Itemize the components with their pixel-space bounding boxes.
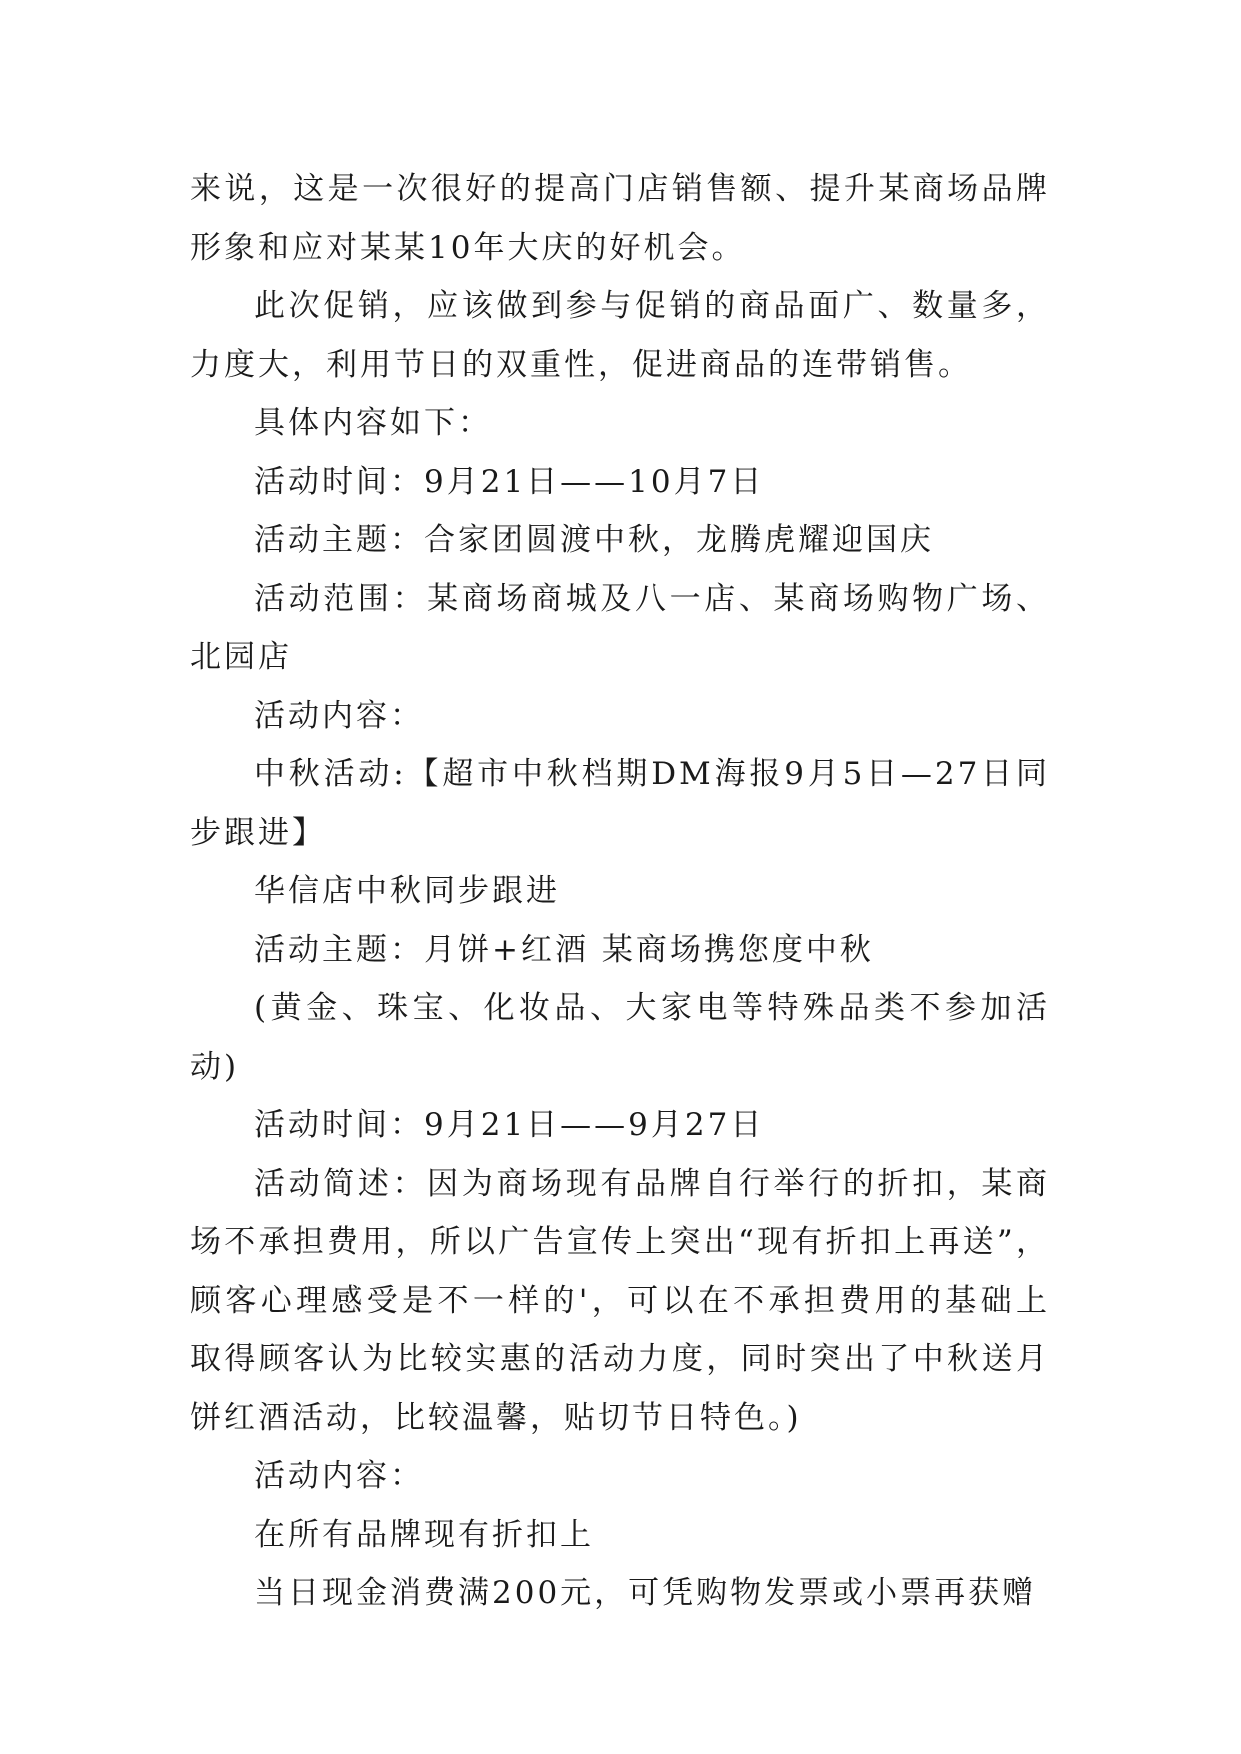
paragraph: 活动主题：月饼+红酒 某商场携您度中秋	[254, 931, 874, 968]
paragraph: 活动主题：合家团圆渡中秋，龙腾虎耀迎国庆	[254, 522, 934, 558]
paragraph: 活动时间：9月21日——9月27日	[254, 1107, 765, 1143]
paragraph: 来说，这是一次很好的提高门店销售额、提升某商场品牌形象和应对某某10年大庆的好机会。	[190, 171, 1050, 266]
paragraph: 活动时间：9月21日——10月7日	[254, 463, 765, 500]
paragraph: 中秋活动:【超市中秋档期DM海报9月5日—27日同步跟进】	[190, 756, 1050, 851]
document-body	[190, 160, 1050, 1623]
paragraph: 活动内容：	[254, 1458, 424, 1494]
paragraph: 在所有品牌现有折扣上	[254, 1516, 594, 1553]
paragraph: 活动内容：	[254, 697, 424, 734]
paragraph: 当日现金消费满200元，可凭购物发票或小票再获赠	[254, 1575, 1037, 1611]
paragraph: 活动简述：因为商场现有品牌自行举行的折扣，某商场不承担费用，所以广告宣传上突出“现有折扣上再送”，顾客心理感受是不一样的'，可以在不承担费用的基础上取得顾客认为比较实惠的活动力度，同时突出了中秋送月饼红酒活动，比较温馨，贴切节日特色。)	[190, 1165, 1050, 1436]
paragraph: (黄金、珠宝、化妆品、大家电等特殊品类不参加活动)	[190, 990, 1050, 1085]
paragraph: 此次促销，应该做到参与促销的商品面广、数量多，力度大，利用节日的双重性，促进商品的连带销售。	[190, 288, 1050, 383]
paragraph: 华信店中秋同步跟进	[254, 873, 560, 909]
paragraph: 具体内容如下：	[254, 405, 492, 441]
paragraph: 活动范围：某商场商城及八一店、某商场购物广场、北园店	[190, 580, 1050, 675]
